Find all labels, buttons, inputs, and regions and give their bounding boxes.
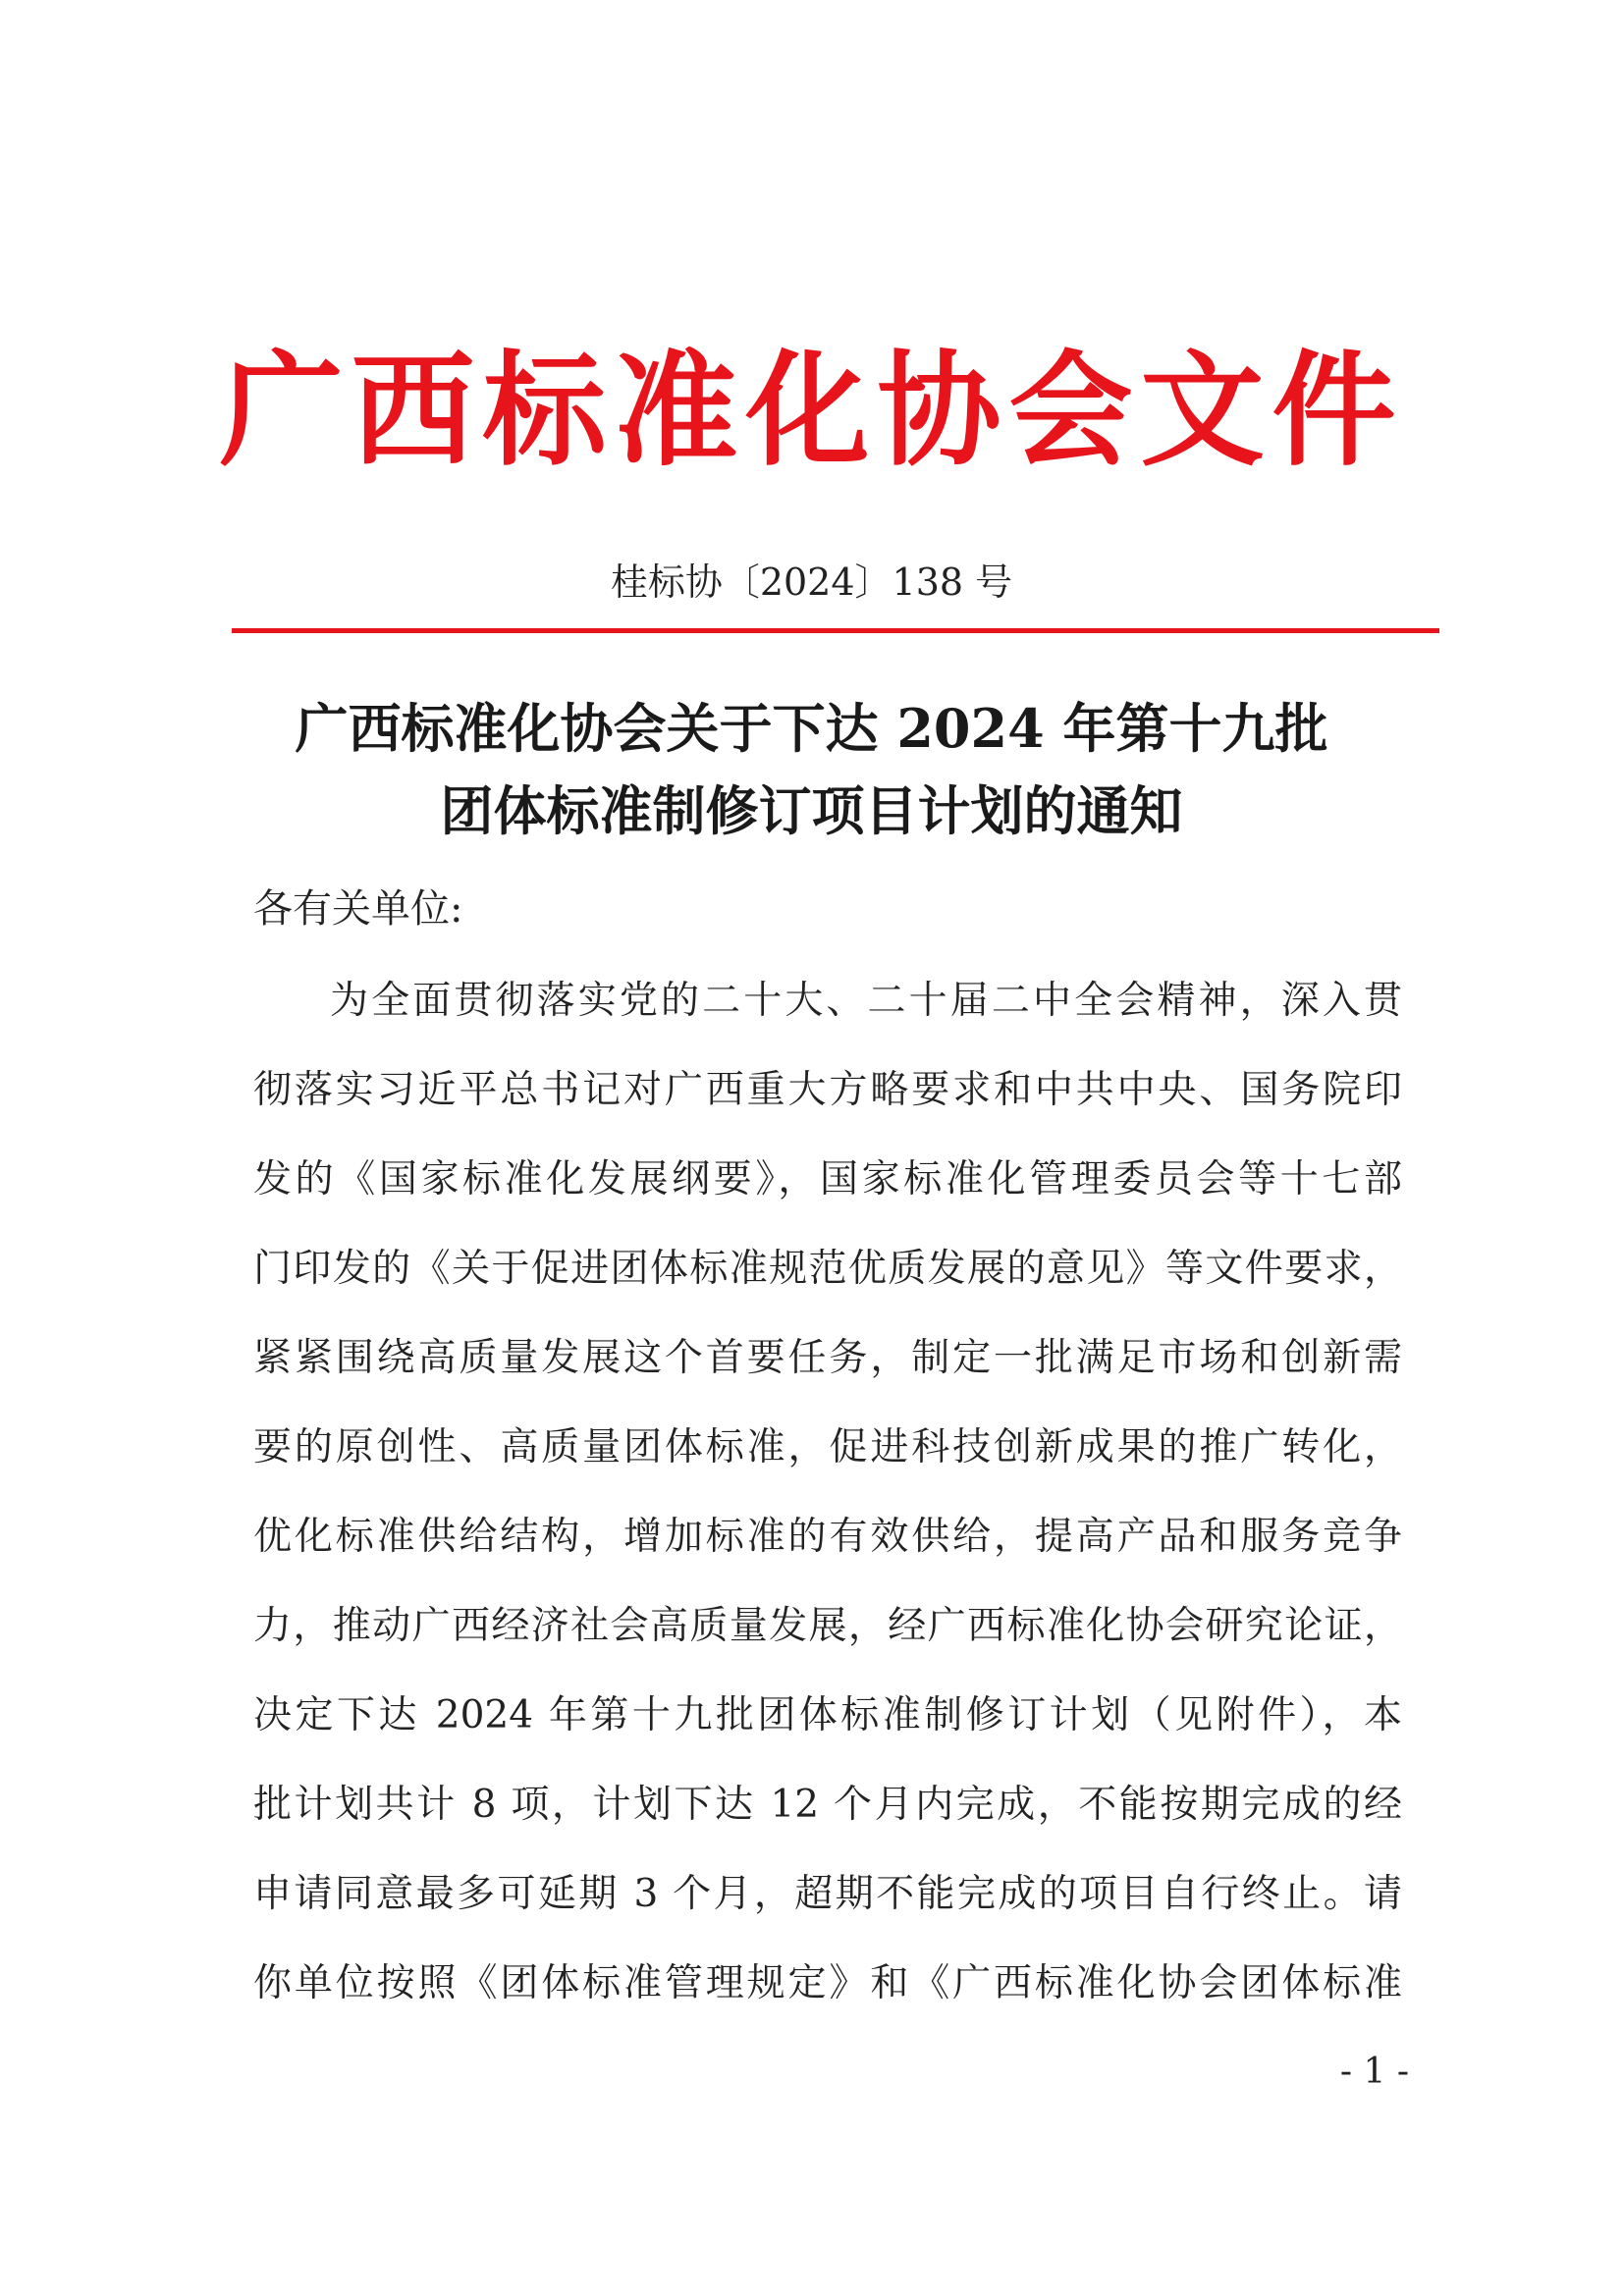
body-line: 申请同意最多可延期 3 个月，超期不能完成的项目自行终止。请 (253, 1872, 1402, 1916)
body-line: 为全面贯彻落实党的二十大、二十届二中全会精神，深入贯 (330, 979, 1402, 1023)
body-line: 决定下达 2024 年第十九批团体标准制修订计划（见附件），本 (253, 1693, 1402, 1737)
body-line: 批计划共计 8 项，计划下达 12 个月内完成，不能按期完成的经 (253, 1783, 1402, 1827)
body-line: 紧紧围绕高质量发展这个首要任务，制定一批满足市场和创新需 (253, 1336, 1402, 1380)
red-divider-line (232, 628, 1439, 633)
page-number: - 1 - (1339, 2052, 1409, 2092)
document-title-line-2: 团体标准制修订项目计划的通知 (440, 779, 1183, 842)
body-line: 你单位按照《团体标准管理规定》和《广西标准化协会团体标准 (253, 1961, 1402, 2005)
body-paragraph (253, 972, 1402, 2044)
body-line: 要的原创性、高质量团体标准，促进科技创新成果的推广转化， (253, 1425, 1402, 1469)
body-line: 门印发的《关于促进团体标准规范优质发展的意见》等文件要求， (253, 1247, 1402, 1291)
body-line: 优化标准供给结构，增加标准的有效供给，提高产品和服务竞争 (253, 1515, 1402, 1559)
document-number: 桂标协〔2024〕138 号 (610, 561, 1013, 604)
salutation: 各有关单位: (253, 886, 463, 932)
body-line: 发的《国家标准化发展纲要》，国家标准化管理委员会等十七部 (253, 1157, 1402, 1201)
document-title (0, 687, 1623, 852)
body-line: 彻落实习近平总书记对广西重大方略要求和中共中央、国务院印 (253, 1068, 1402, 1112)
document-title-line-1: 广西标准化协会关于下达 2024 年第十九批 (295, 697, 1328, 760)
document-masthead: 广西标准化协会文件 (219, 338, 1404, 483)
body-line: 力，推动广西经济社会高质量发展，经广西标准化协会研究论证， (253, 1604, 1402, 1648)
